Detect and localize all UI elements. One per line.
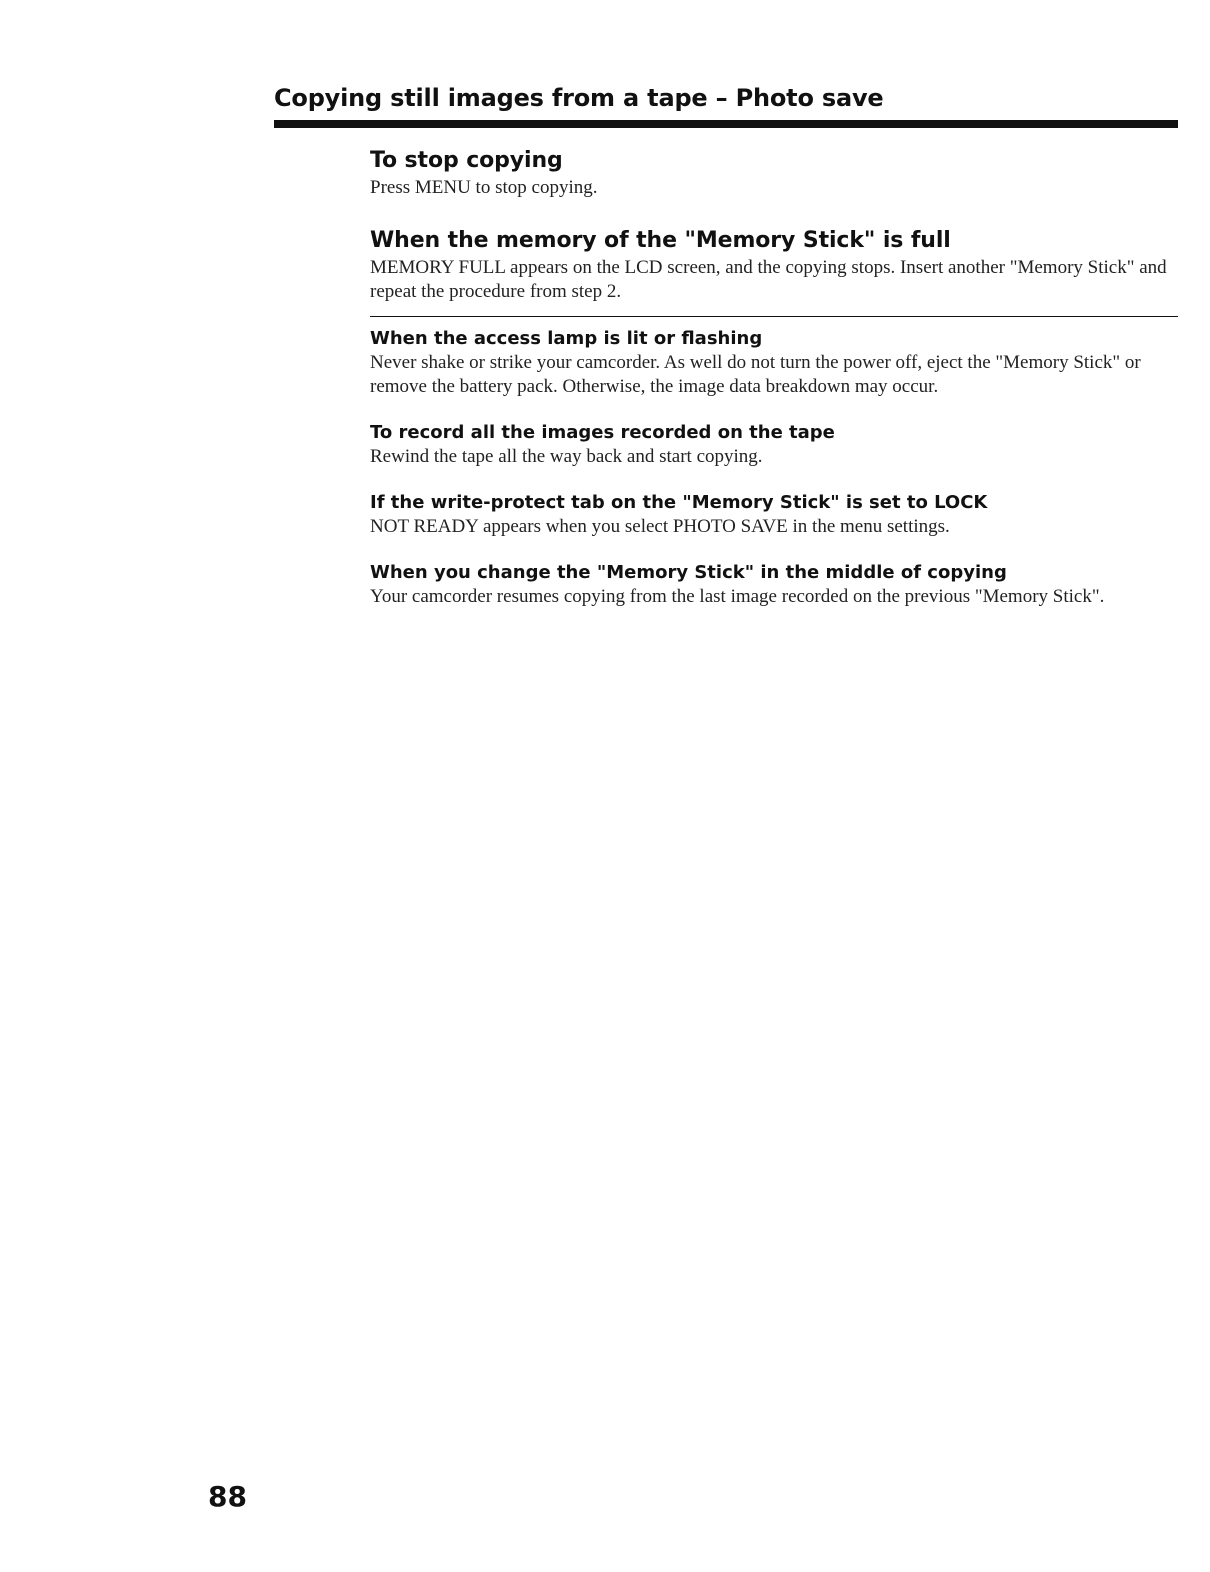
note-body: Never shake or strike your camcorder. As well do not turn the power off, eject the "Memory Stick" or remove the battery pack. Otherwise, the image data breakdown may occur.	[370, 352, 1141, 397]
notes-divider	[370, 316, 1178, 317]
section-body: MEMORY FULL appears on the LCD screen, and the copying stops. Insert another "Memory Stick" and repeat the procedure from step 2.	[370, 257, 1167, 302]
note-body: NOT READY appears when you select PHOTO SAVE in the menu settings.	[370, 516, 950, 537]
page-header	[274, 82, 1178, 128]
note-write-protect	[370, 491, 1178, 539]
content-area	[370, 146, 1178, 631]
section-stop-copying	[370, 146, 1178, 200]
note-record-all	[370, 421, 1178, 469]
section-heading: To stop copying	[370, 148, 563, 173]
note-heading: To record all the images recorded on the tape	[370, 422, 835, 443]
note-heading: If the write-protect tab on the "Memory Stick" is set to LOCK	[370, 492, 988, 513]
section-heading: When the memory of the "Memory Stick" is full	[370, 228, 951, 253]
note-heading: When you change the "Memory Stick" in the middle of copying	[370, 562, 1007, 583]
note-body: Rewind the tape all the way back and start copying.	[370, 446, 763, 467]
section-body: Press MENU to stop copying.	[370, 177, 598, 198]
note-heading: When the access lamp is lit or flashing	[370, 328, 763, 349]
note-access-lamp	[370, 327, 1178, 399]
note-body: Your camcorder resumes copying from the last image recorded on the previous "Memory Stick".	[370, 586, 1105, 607]
page-number: 88	[208, 1480, 247, 1513]
note-change-stick	[370, 561, 1178, 609]
page-title: Copying still images from a tape – Photo save	[274, 84, 884, 112]
section-memory-full	[370, 226, 1178, 304]
title-rule	[274, 120, 1178, 128]
